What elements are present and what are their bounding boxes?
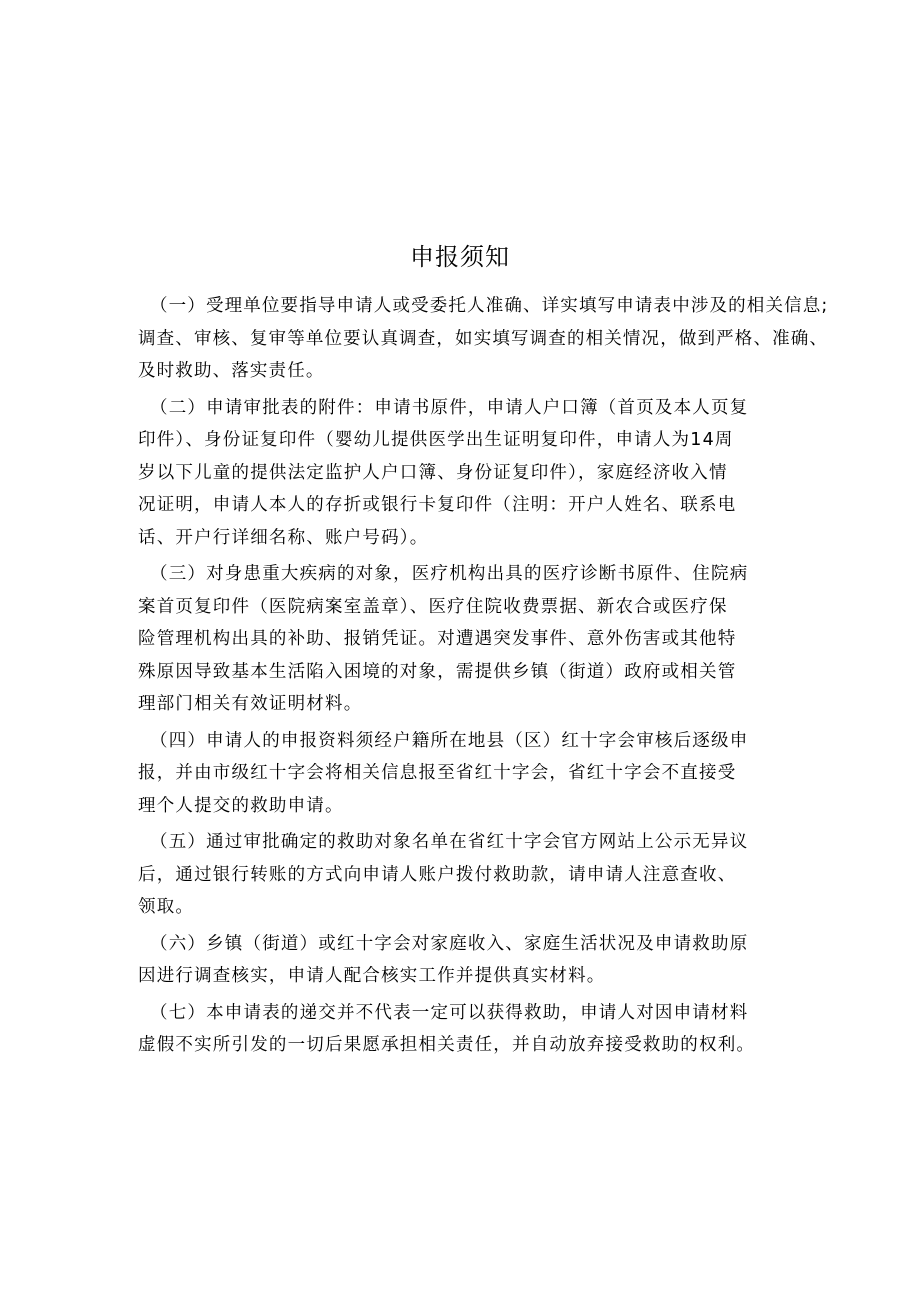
paragraph-line: （七）本申请表的递交并不代表一定可以获得救助，申请人对因申请材料	[150, 1002, 749, 1023]
paragraph-line: 因进行调查核实，申请人配合核实工作并提供真实材料。	[138, 966, 606, 986]
paragraph-line: 领取。	[138, 897, 195, 917]
paragraph-line: 话、开户行详细名称、账户号码）。	[138, 527, 429, 548]
notice-paragraph-5	[138, 826, 788, 924]
paragraph-line: 调查、审核、复审等单位要认真调查，如实填写调查的相关情况，做到严格、准确、	[138, 328, 829, 349]
notice-paragraph-4	[138, 725, 788, 823]
paragraph-line: 殊原因导致基本生活陷入困境的对象，需提供乡镇（街道）政府或相关管	[138, 661, 737, 682]
notice-body	[138, 290, 829, 1066]
paragraph-line: （一）受理单位要指导申请人或受委托人准确、详实填写申请表中涉及的相关信息;	[150, 296, 829, 316]
paragraph-line: （三）对身患重大疾病的对象，医疗机构出具的医疗诊断书原件、住院病	[150, 564, 749, 584]
notice-paragraph-7	[138, 997, 788, 1062]
paragraph-line: （四）申请人的申报资料须经户籍所在地县（区）红十字会审核后逐级申	[150, 730, 749, 751]
paragraph-line: 况证明，申请人本人的存折或银行卡复印件（注明：开户人姓名、联系电	[138, 495, 737, 515]
paragraph-line: 险管理机构出具的补助、报销凭证。对遭遇突发事件、意外伤害或其他特	[138, 629, 737, 649]
paragraph-line: 案首页复印件（医院病案室盖章）、医疗住院收费票据、新农合或医疗保	[138, 596, 728, 617]
notice-paragraph-2	[138, 392, 788, 555]
paragraph-line: 印件）、身份证复印件（婴幼儿提供医学出生证明复印件，申请人为14周	[138, 430, 734, 450]
paragraph-line: （五）通过审批确定的救助对象名单在省红十字会官方网站上公示无异议	[150, 832, 749, 852]
page-title: 申报须知	[410, 243, 510, 271]
paragraph-line: 后，通过银行转账的方式向申请人账户拨付救助款，请申请人注意查收、	[138, 864, 737, 885]
paragraph-line: 及时救助、落实责任。	[138, 361, 325, 381]
paragraph-line: 理个人提交的救助申请。	[138, 795, 344, 816]
paragraph-line: 虚假不实所引发的一切后果愿承担相关责任，并自动放弃接受救助的权利。	[138, 1035, 756, 1055]
paragraph-line: 报，并由市级红十字会将相关信息报至省红十字会，省红十字会不直接受	[138, 763, 737, 783]
notice-paragraph-1	[138, 290, 829, 388]
paragraph-line: （二）申请审批表的附件：申请书原件，申请人户口簿（首页及本人页复	[150, 397, 749, 418]
paragraph-line: （六）乡镇（街道）或红十字会对家庭收入、家庭生活状况及申请救助原	[150, 933, 749, 954]
notice-paragraph-6	[138, 928, 788, 993]
paragraph-line: 岁以下儿童的提供法定监护人户口簿、身份证复印件），家庭经济收入情	[138, 462, 728, 483]
paragraph-line: 理部门相关有效证明材料。	[138, 694, 363, 714]
notice-paragraph-3	[138, 558, 788, 721]
